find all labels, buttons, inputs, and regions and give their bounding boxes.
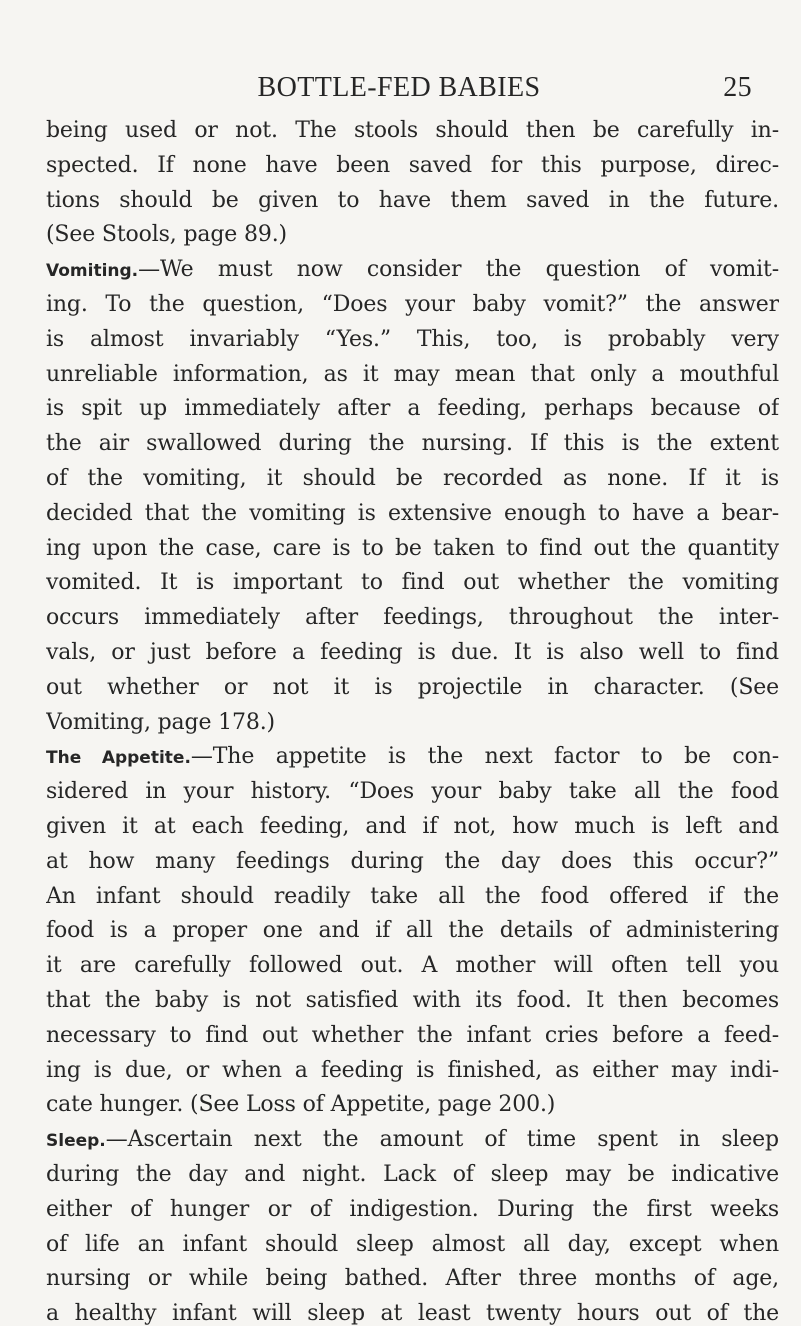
text-line: a healthy infant will sleep at least twenty hours out of the <box>46 1301 779 1326</box>
paragraph-start: —The appetite is the next factor to be con- <box>190 744 779 770</box>
text-line: is spit up immediately after a feeding, perhaps because of <box>46 396 779 422</box>
text-line: decided that the vomiting is extensive enough to have a bear- <box>46 500 779 526</box>
text-line: sidered in your history. “Does your baby take all the food <box>46 779 779 805</box>
text-line: occurs immediately after feedings, throughout the inter- <box>46 605 779 631</box>
text-line <box>46 1123 779 1158</box>
text-line: ing upon the case, care is to be taken to find out the quantity <box>46 535 779 561</box>
text-line: (See Stools, page 89.) <box>46 222 287 248</box>
running-title: BOTTLE-FED BABIES <box>257 72 541 103</box>
text-line: either of hunger or of indigestion. During the first weeks <box>46 1196 779 1222</box>
text-line: ing. To the question, “Does your baby vomit?” the answer <box>46 291 779 317</box>
text-line: nursing or while being bathed. After three months of age, <box>46 1266 779 1292</box>
text-line: cate hunger. (See Loss of Appetite, page 200.) <box>46 1092 556 1118</box>
page-number: 25 <box>723 72 752 103</box>
text-line: it are carefully followed out. A mother will often tell you <box>46 953 779 979</box>
text-line: unreliable information, as it may mean that only a mouthful <box>46 361 779 387</box>
text-line: food is a proper one and if all the details of administering <box>46 918 779 944</box>
text-line: at how many feedings during the day does this occur?” <box>46 848 779 874</box>
text-line: that the baby is not satisfied with its food. It then becomes <box>46 987 779 1013</box>
text-line: being used or not. The stools should then be carefully in- <box>46 118 779 143</box>
running-head <box>46 72 752 108</box>
text-line: spected. If none have been saved for this purpose, direc- <box>46 152 779 178</box>
text-line: is almost invariably “Yes.” This, too, is probably very <box>46 326 779 352</box>
text-line: of life an infant should sleep almost all day, except when <box>46 1231 779 1257</box>
section-heading-vomiting: Vomiting. <box>46 261 139 282</box>
text-line <box>46 740 779 775</box>
text-line: tions should be given to have them saved in the future. <box>46 187 779 213</box>
text-line: Vomiting, page 178.) <box>46 709 275 735</box>
text-line: given it at each feeding, and if not, how much is left and <box>46 813 779 839</box>
text-line: the air swallowed during the nursing. If this is the extent <box>46 431 779 457</box>
body-text <box>46 114 779 1326</box>
section-heading-appetite: The Appetite. <box>46 748 191 769</box>
text-line: during the day and night. Lack of sleep may be indicative <box>46 1161 779 1187</box>
text-line: vomited. It is important to find out whether the vomiting <box>46 570 779 596</box>
text-line: vals, or just before a feeding is due. It is also well to find <box>46 639 779 665</box>
text-line <box>46 253 779 288</box>
text-line: of the vomiting, it should be recorded as none. If it is <box>46 465 779 491</box>
text-line: out whether or not it is projectile in character. (See <box>46 674 779 700</box>
text-line: An infant should readily take all the food offered if the <box>46 883 779 909</box>
paragraph-start: —We must now consider the question of vomit- <box>138 257 779 283</box>
section-heading-sleep: Sleep. <box>46 1131 106 1152</box>
text-line: necessary to find out whether the infant cries before a feed- <box>46 1022 779 1048</box>
paragraph-start: —Ascertain next the amount of time spent in sleep <box>105 1127 779 1153</box>
text-line: ing is due, or when a feeding is finished, as either may indi- <box>46 1057 779 1083</box>
